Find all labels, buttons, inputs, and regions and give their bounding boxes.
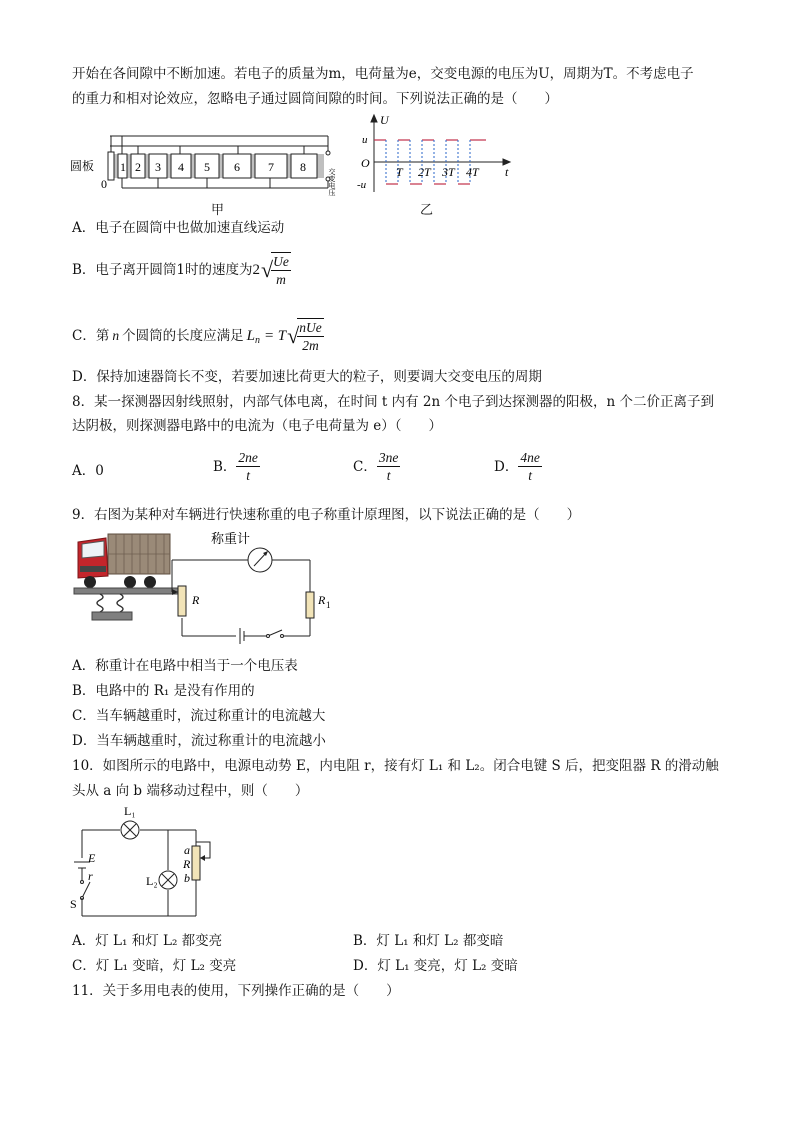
label-e: E: [88, 851, 96, 865]
q7-option-c-sub: n: [254, 335, 260, 346]
tube-7: 7: [268, 160, 274, 174]
q7-option-d: D．保持加速器筒长不变，若要加速比荷更大的粒子，则要调大交变电压的周期: [72, 369, 542, 385]
label-s: S: [70, 897, 77, 911]
q9-option-b: B．电路中的 R₁ 是没有作用的: [72, 683, 255, 699]
q10-option-c: C．灯 L₁ 变暗，灯 L₂ 变亮: [72, 958, 237, 974]
lamp-l2-icon: [159, 871, 177, 889]
sqrt-sign: √: [287, 323, 300, 348]
axis-u-label: U: [380, 113, 389, 127]
q7-option-c-eq: = T: [263, 328, 287, 344]
q10-option-a: A．灯 L₁ 和灯 L₂ 都变亮: [72, 933, 223, 949]
tick-2T: 2T: [418, 165, 431, 179]
label-r1: R: [318, 593, 326, 607]
q7-option-c-n: n: [112, 328, 120, 343]
q10-stem-line1: 10．如图所示的电路中，电源电动势 E，内电阻 r，接有灯 L₁ 和 L₂。闭合电键 S 后，把变阻器 R 的滑动触: [72, 758, 719, 774]
q7-option-c-text: C．第: [72, 328, 110, 344]
q9-option-d: D．当车辆越重时，流过称重计的电流越小: [72, 733, 326, 749]
q10-figure-circuit: [68, 802, 228, 922]
q7-option-c-L: L: [246, 328, 255, 344]
q11-stem: 11．关于多用电表的使用，下列操作正确的是（ ）: [72, 983, 400, 999]
q7-option-b-text: B．电子离开圆筒1时的速度为: [72, 262, 253, 278]
tick-3T: 3T: [442, 165, 455, 179]
q7-option-c-num: nUe: [299, 320, 322, 335]
q8-d-num: 4ne: [520, 450, 540, 465]
label-l2: L₂: [146, 874, 158, 888]
q8-b-num: 2ne: [238, 450, 258, 465]
tube-6: 6: [234, 160, 240, 174]
q8-stem-line1: 8．某一探测器因射线照射，内部气体电离，在时间 t 内有 2n 个电子到达探测器的阳极，n 个二价正离子到: [72, 394, 714, 410]
level-minus-u: -u: [357, 179, 367, 191]
q8-option-c-label: C．: [353, 458, 377, 475]
q8-c-num: 3ne: [378, 450, 399, 465]
q8-option-b: [213, 449, 260, 484]
q9-option-c: C．当车辆越重时，流过称重计的电流越大: [72, 708, 326, 724]
label-R: R: [183, 857, 191, 871]
q10-stem-line2: 头从 a 向 b 端移动过程中，则（ ）: [72, 783, 309, 799]
q8-b-den: t: [246, 468, 251, 483]
q8-stem-line2: 达阴极，则探测器电路中的电流为（电子电荷量为 e）（ ）: [72, 418, 443, 434]
tube-5: 5: [204, 160, 210, 174]
q8-option-c: [353, 449, 400, 484]
q10-option-d: D．灯 L₁ 变亮，灯 L₂ 变暗: [353, 958, 518, 974]
level-u: u: [362, 134, 368, 146]
q8-c-den: t: [386, 468, 391, 483]
label-plate: 圆板: [70, 159, 95, 173]
q8-option-d-label: D．: [494, 458, 519, 475]
tube-4: 4: [178, 160, 184, 174]
q9-figure-weighing-scale: [72, 530, 342, 646]
q7-option-c-mid: 个圆筒的长度应满足: [122, 328, 244, 344]
label-r: R: [192, 593, 200, 607]
label-ac-source: 交变电压: [328, 168, 336, 196]
origin-o: O: [361, 156, 370, 170]
q8-option-d-fraction: [518, 449, 542, 484]
q7-option-b: [72, 252, 291, 288]
q7-option-b-den: m: [276, 272, 286, 287]
q8-option-d: [494, 449, 542, 484]
label-r1-sub: 1: [326, 600, 331, 610]
q8-option-b-fraction: [236, 449, 260, 484]
q9-option-a: A．称重计在电路中相当于一个电压表: [72, 658, 298, 674]
q7-option-c-fraction: [297, 318, 324, 354]
q7-option-a: A．电子在圆筒中也做加速直线运动: [72, 220, 285, 236]
axis-t-label: t: [505, 165, 509, 179]
q8-option-a: A．0: [72, 463, 104, 479]
q7-figure-square-wave: [356, 112, 526, 198]
label-a: a: [184, 843, 190, 857]
q7-option-b-coef: 2: [252, 262, 261, 278]
q9-stem: 9．右图为某种对车辆进行快速称重的电子称重计原理图，以下说法正确的是（ ）: [72, 507, 581, 523]
q7-intro-line1: 开始在各间隙中不断加速。若电子的质量为m，电荷量为e，交变电源的电压为U，周期为T。不考虑电子: [72, 66, 694, 82]
q7-figure-accelerator: [70, 122, 340, 200]
scale-meter-icon: [248, 548, 272, 572]
tube-8: 8: [300, 160, 306, 174]
tube-2: 2: [135, 160, 141, 174]
q8-option-c-fraction: [377, 449, 401, 484]
tick-T: T: [396, 165, 403, 179]
truck-icon: [78, 534, 170, 588]
lamp-l1-icon: [121, 821, 139, 839]
label-l1: L₁: [124, 804, 136, 818]
q7-intro-line2: 的重力和相对论效应，忽略电子通过圆筒间隙的时间。下列说法正确的是（ ）: [72, 91, 558, 107]
tick-4T: 4T: [466, 165, 479, 179]
q7-option-c: [72, 318, 324, 354]
q7-option-b-num: Ue: [273, 254, 289, 269]
tube-3: 3: [155, 160, 161, 174]
tube-1: 1: [120, 160, 126, 174]
label-r: r: [88, 869, 93, 883]
q8-option-b-label: B．: [213, 458, 237, 475]
caption-jia: 甲: [211, 203, 225, 218]
q10-option-b: B．灯 L₁ 和灯 L₂ 都变暗: [353, 933, 504, 949]
label-zero: 0: [101, 177, 107, 191]
q8-d-den: t: [528, 468, 532, 483]
q7-option-b-fraction: [271, 252, 291, 288]
label-b: b: [184, 871, 190, 885]
label-meter: 称重计: [211, 531, 251, 546]
sqrt-sign: √: [261, 257, 274, 282]
q7-option-c-den: 2m: [302, 338, 319, 353]
caption-yi: 乙: [420, 203, 434, 218]
